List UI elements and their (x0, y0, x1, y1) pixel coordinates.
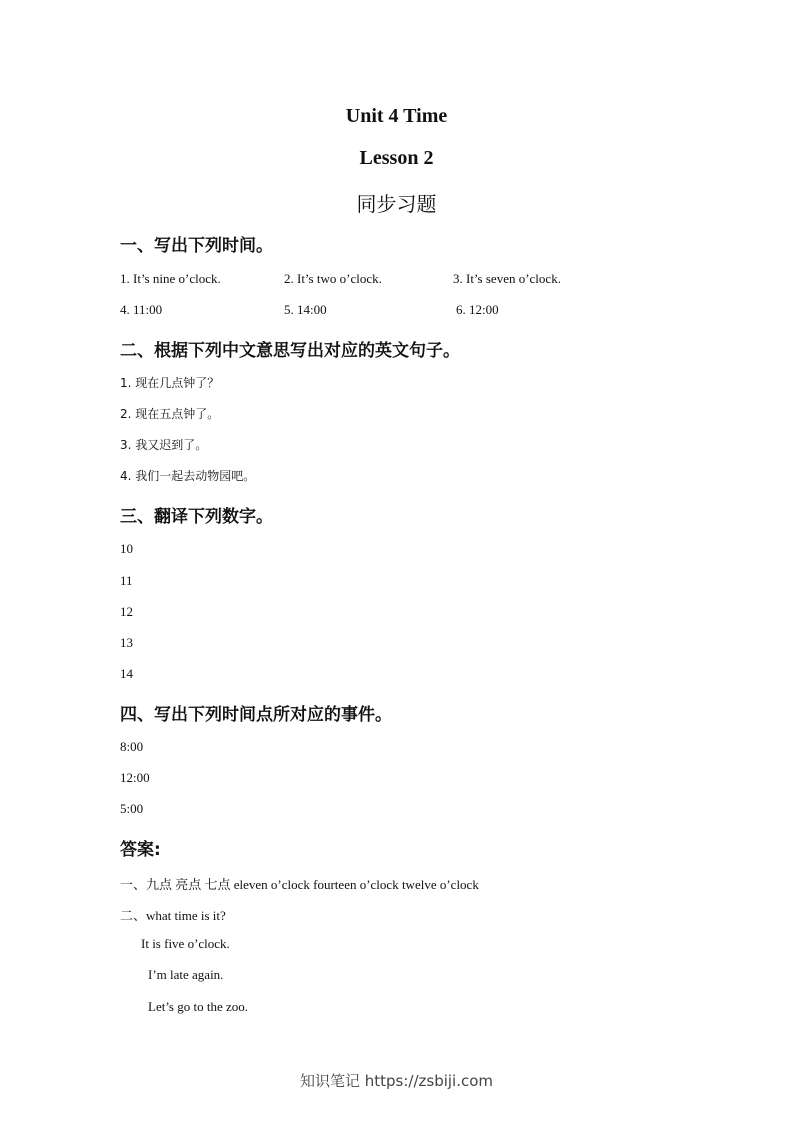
exercise-item: 10 (120, 541, 133, 556)
exercise-item: 8:00 (120, 739, 144, 754)
exercise-item: 1. 现在几点钟了？ (120, 376, 220, 390)
answers-heading: 答案: (120, 840, 161, 860)
exercise-item: 2. It’s two o’clock. (284, 271, 382, 286)
page-subtitle: 同步习题 (356, 192, 437, 216)
exercise-item: 14 (120, 666, 133, 681)
exercise-item: 11 (120, 573, 133, 588)
exercise-item: 4. 我们一起去动物园吧。 (120, 469, 256, 483)
section-2-heading: 二、根据下列中文意思写出对应的英文句子。 (120, 341, 460, 361)
exercise-item: 6. 12:00 (456, 302, 499, 317)
exercise-item: 3. It’s seven o’clock. (453, 271, 561, 286)
footer-watermark: 知识笔记 https://zsbiji.com (299, 1072, 494, 1090)
section-3-heading: 三、翻译下列数字。 (120, 507, 273, 527)
exercise-item: 1. It’s nine o’clock. (120, 271, 221, 286)
exercise-item: 5. 14:00 (284, 302, 327, 317)
exercise-item: 5:00 (120, 801, 144, 816)
exercise-item: 2. 现在五点钟了。 (120, 407, 220, 421)
exercise-item: 4. 11:00 (120, 302, 163, 317)
answer-line: Let’s go to the zoo. (148, 999, 249, 1014)
exercise-item: 12 (120, 604, 133, 619)
answer-line: 二、what time is it? (120, 908, 226, 923)
exercise-item: 3. 我又迟到了。 (120, 438, 208, 452)
answer-line: It is five o’clock. (141, 936, 230, 951)
unit-title: Unit 4 Time (345, 105, 448, 127)
section-4-heading: 四、写出下列时间点所对应的事件。 (120, 705, 392, 725)
section-1-heading: 一、写出下列时间。 (120, 236, 273, 256)
answer-line: 一、九点 亮点 七点 eleven o’clock fourteen o’clock twelve o’clock (120, 877, 479, 892)
exercise-item: 12:00 (120, 770, 150, 785)
lesson-title: Lesson 2 (359, 147, 434, 169)
exercise-item: 13 (120, 635, 133, 650)
answer-line: I’m late again. (148, 967, 224, 982)
